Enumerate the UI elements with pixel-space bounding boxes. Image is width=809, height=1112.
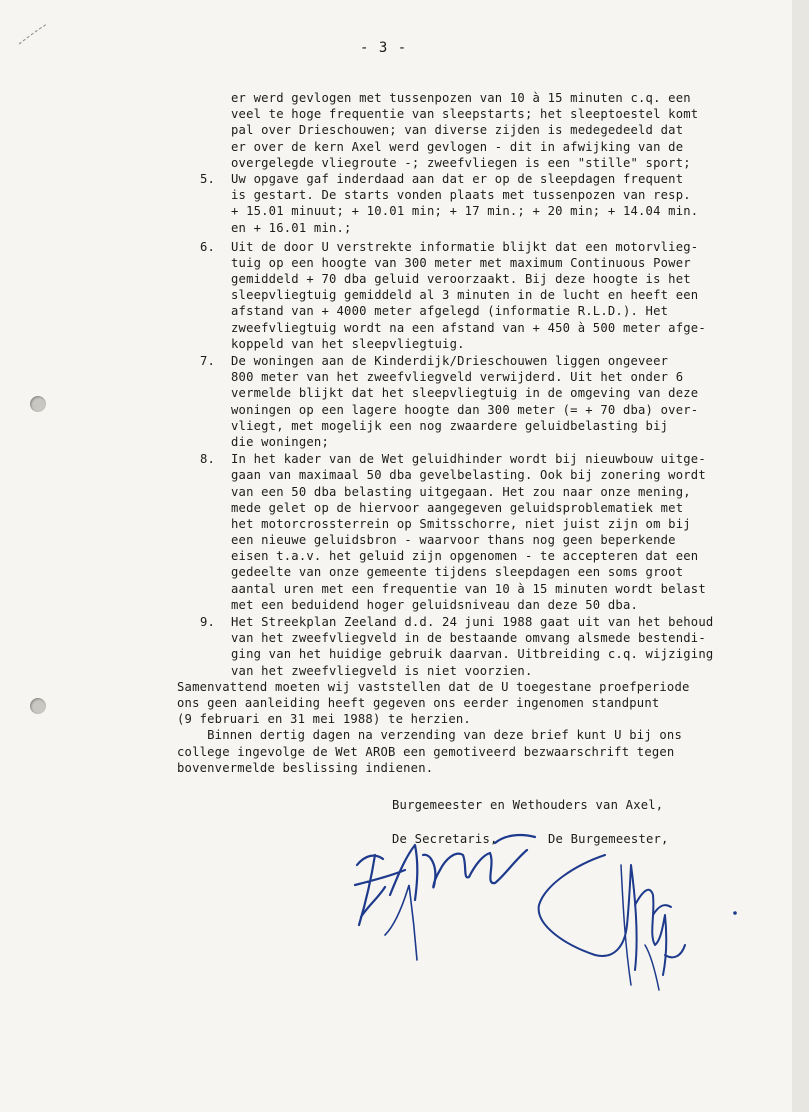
text-line: veel te hoge frequentie van sleepstarts; het sleeptoestel komt <box>231 107 699 122</box>
text-line: eisen t.a.v. het geluid zijn opgenomen - te accepteren dat een <box>231 549 699 564</box>
secretary-label: De Secretaris, <box>392 832 498 846</box>
text-line: en + 16.01 min.; <box>231 220 352 235</box>
page-number: - 3 - <box>360 40 408 56</box>
text-line: mede gelet op de hiervoor aangegeven geluidsproblematiek met <box>231 500 684 515</box>
text-line: die woningen; <box>231 434 329 449</box>
text-line: Uw opgave gaf inderdaad aan dat er op de sleepdagen frequent <box>231 171 684 186</box>
appeal-paragraph <box>177 727 760 776</box>
secretary-signature <box>345 825 545 965</box>
item-number: 7. <box>200 354 216 368</box>
corner-mark <box>15 20 55 50</box>
text-line: woningen op een lagere hoogte dan 300 meter (= + 70 dba) over- <box>231 402 699 417</box>
text-line: Het Streekplan Zeeland d.d. 24 juni 1988 gaat uit van het behoud <box>231 615 714 629</box>
signature-heading: Burgemeester en Wethouders van Axel, <box>392 798 664 812</box>
text-line: het motorcrossterrein op Smitsschorre, niet juist zijn om bij <box>231 516 691 531</box>
continuation-paragraph <box>200 90 760 171</box>
text-line: 800 meter van het zweefvliegveld verwijderd. Uit het onder 6 <box>231 370 684 385</box>
text-line: een nieuwe geluidsbron - waarvoor thans nog geen beperkende <box>231 533 676 548</box>
text-line: bovenvermelde beslissing indienen. <box>177 760 434 775</box>
text-line: koppeld van het sleepvliegtuig. <box>231 336 465 351</box>
text-line: overgelegde vliegroute -; zweefvliegen is een "stille" sport; <box>231 155 691 170</box>
numbered-item-9 <box>200 614 760 679</box>
text-line: gaan van maximaal 50 dba gevelbelasting. Ook bij zonering wordt <box>231 468 706 483</box>
item-number: 9. <box>200 615 216 629</box>
text-line: + 15.01 minuut; + 10.01 min; + 17 min.; + 20 min; + 14.04 min. <box>231 204 699 219</box>
text-line: er werd gevlogen met tussenpozen van 10 à 15 minuten c.q. een <box>231 91 691 105</box>
text-line: In het kader van de Wet geluidhinder wordt bij nieuwbouw uitge- <box>231 452 706 467</box>
text-line: De woningen aan de Kinderdijk/Drieschouwen liggen ongeveer <box>231 354 669 368</box>
numbered-item-5 <box>200 171 760 236</box>
text-line: vermelde blijkt dat het sleepvliegtuig in de omgeving van deze <box>231 386 699 401</box>
text-line: van het zweefvliegveld in de bestaande omvang alsmede bestendi- <box>231 631 706 646</box>
item-number: 6. <box>200 239 216 254</box>
text-line: Uit de door U verstrekte informatie blijkt dat een motorvlieg- <box>231 239 699 254</box>
punch-hole-bottom <box>30 698 46 714</box>
text-line: afstand van + 4000 meter afgelegd (informatie R.L.D.). Het <box>231 304 669 319</box>
numbered-item-7 <box>200 353 760 450</box>
mayor-signature <box>535 845 755 995</box>
text-line: college ingevolge de Wet AROB een gemotiveerd bezwaarschrift tegen <box>177 744 675 759</box>
text-line: aantal uren met een frequentie van 10 à 15 minuten wordt belast <box>231 581 706 596</box>
text-line: van een 50 dba belasting uitgegaan. Het zou naar onze mening, <box>231 484 691 499</box>
numbered-item-6 <box>200 239 760 352</box>
text-line: ons geen aanleiding heeft gegeven ons eerder ingenomen standpunt <box>177 695 660 710</box>
page-edge <box>792 0 809 1112</box>
text-line: zweefvliegtuig wordt na een afstand van + 450 à 500 meter afge- <box>231 320 706 335</box>
text-line: van het zweefvliegveld is niet voorzien. <box>231 663 533 678</box>
numbered-item-8 <box>200 451 760 613</box>
text-line: (9 februari en 31 mei 1988) te herzien. <box>177 712 471 727</box>
letter-body <box>177 90 760 776</box>
item-number: 8. <box>200 452 216 467</box>
text-line: ging van het huidige gebruik daarvan. Uitbreiding c.q. wijziging <box>231 647 714 662</box>
text-line: sleepvliegtuig gemiddeld al 3 minuten in de lucht en heeft een <box>231 288 699 303</box>
summary-paragraph <box>177 679 760 728</box>
text-line: Samenvattend moeten wij vaststellen dat de U toegestane proefperiode <box>177 679 690 694</box>
punch-hole-top <box>30 396 46 412</box>
text-line: tuig op een hoogte van 300 meter met maximum Continuous Power <box>231 255 691 270</box>
text-line: is gestart. De starts vonden plaats met tussenpozen van resp. <box>231 188 691 203</box>
mayor-label: De Burgemeester, <box>548 832 669 846</box>
text-line: er over de kern Axel werd gevlogen - dit in afwijking van de <box>231 139 684 154</box>
item-number: 5. <box>200 171 216 186</box>
text-line: gemiddeld + 70 dba geluid veroorzaakt. Bij deze hoogte is het <box>231 272 691 287</box>
text-line: Binnen dertig dagen na verzending van deze brief kunt U bij ons <box>177 728 683 743</box>
text-line: pal over Drieschouwen; van diverse zijden is medegedeeld dat <box>231 123 684 138</box>
text-line: met een beduidend hoger geluidsniveau dan deze 50 dba. <box>231 597 639 612</box>
text-line: gedeelte van onze gemeente tijdens sleepdagen een soms groot <box>231 565 684 580</box>
text-line: vliegt, met mogelijk een nog zwaardere geluidbelasting bij <box>231 418 669 433</box>
